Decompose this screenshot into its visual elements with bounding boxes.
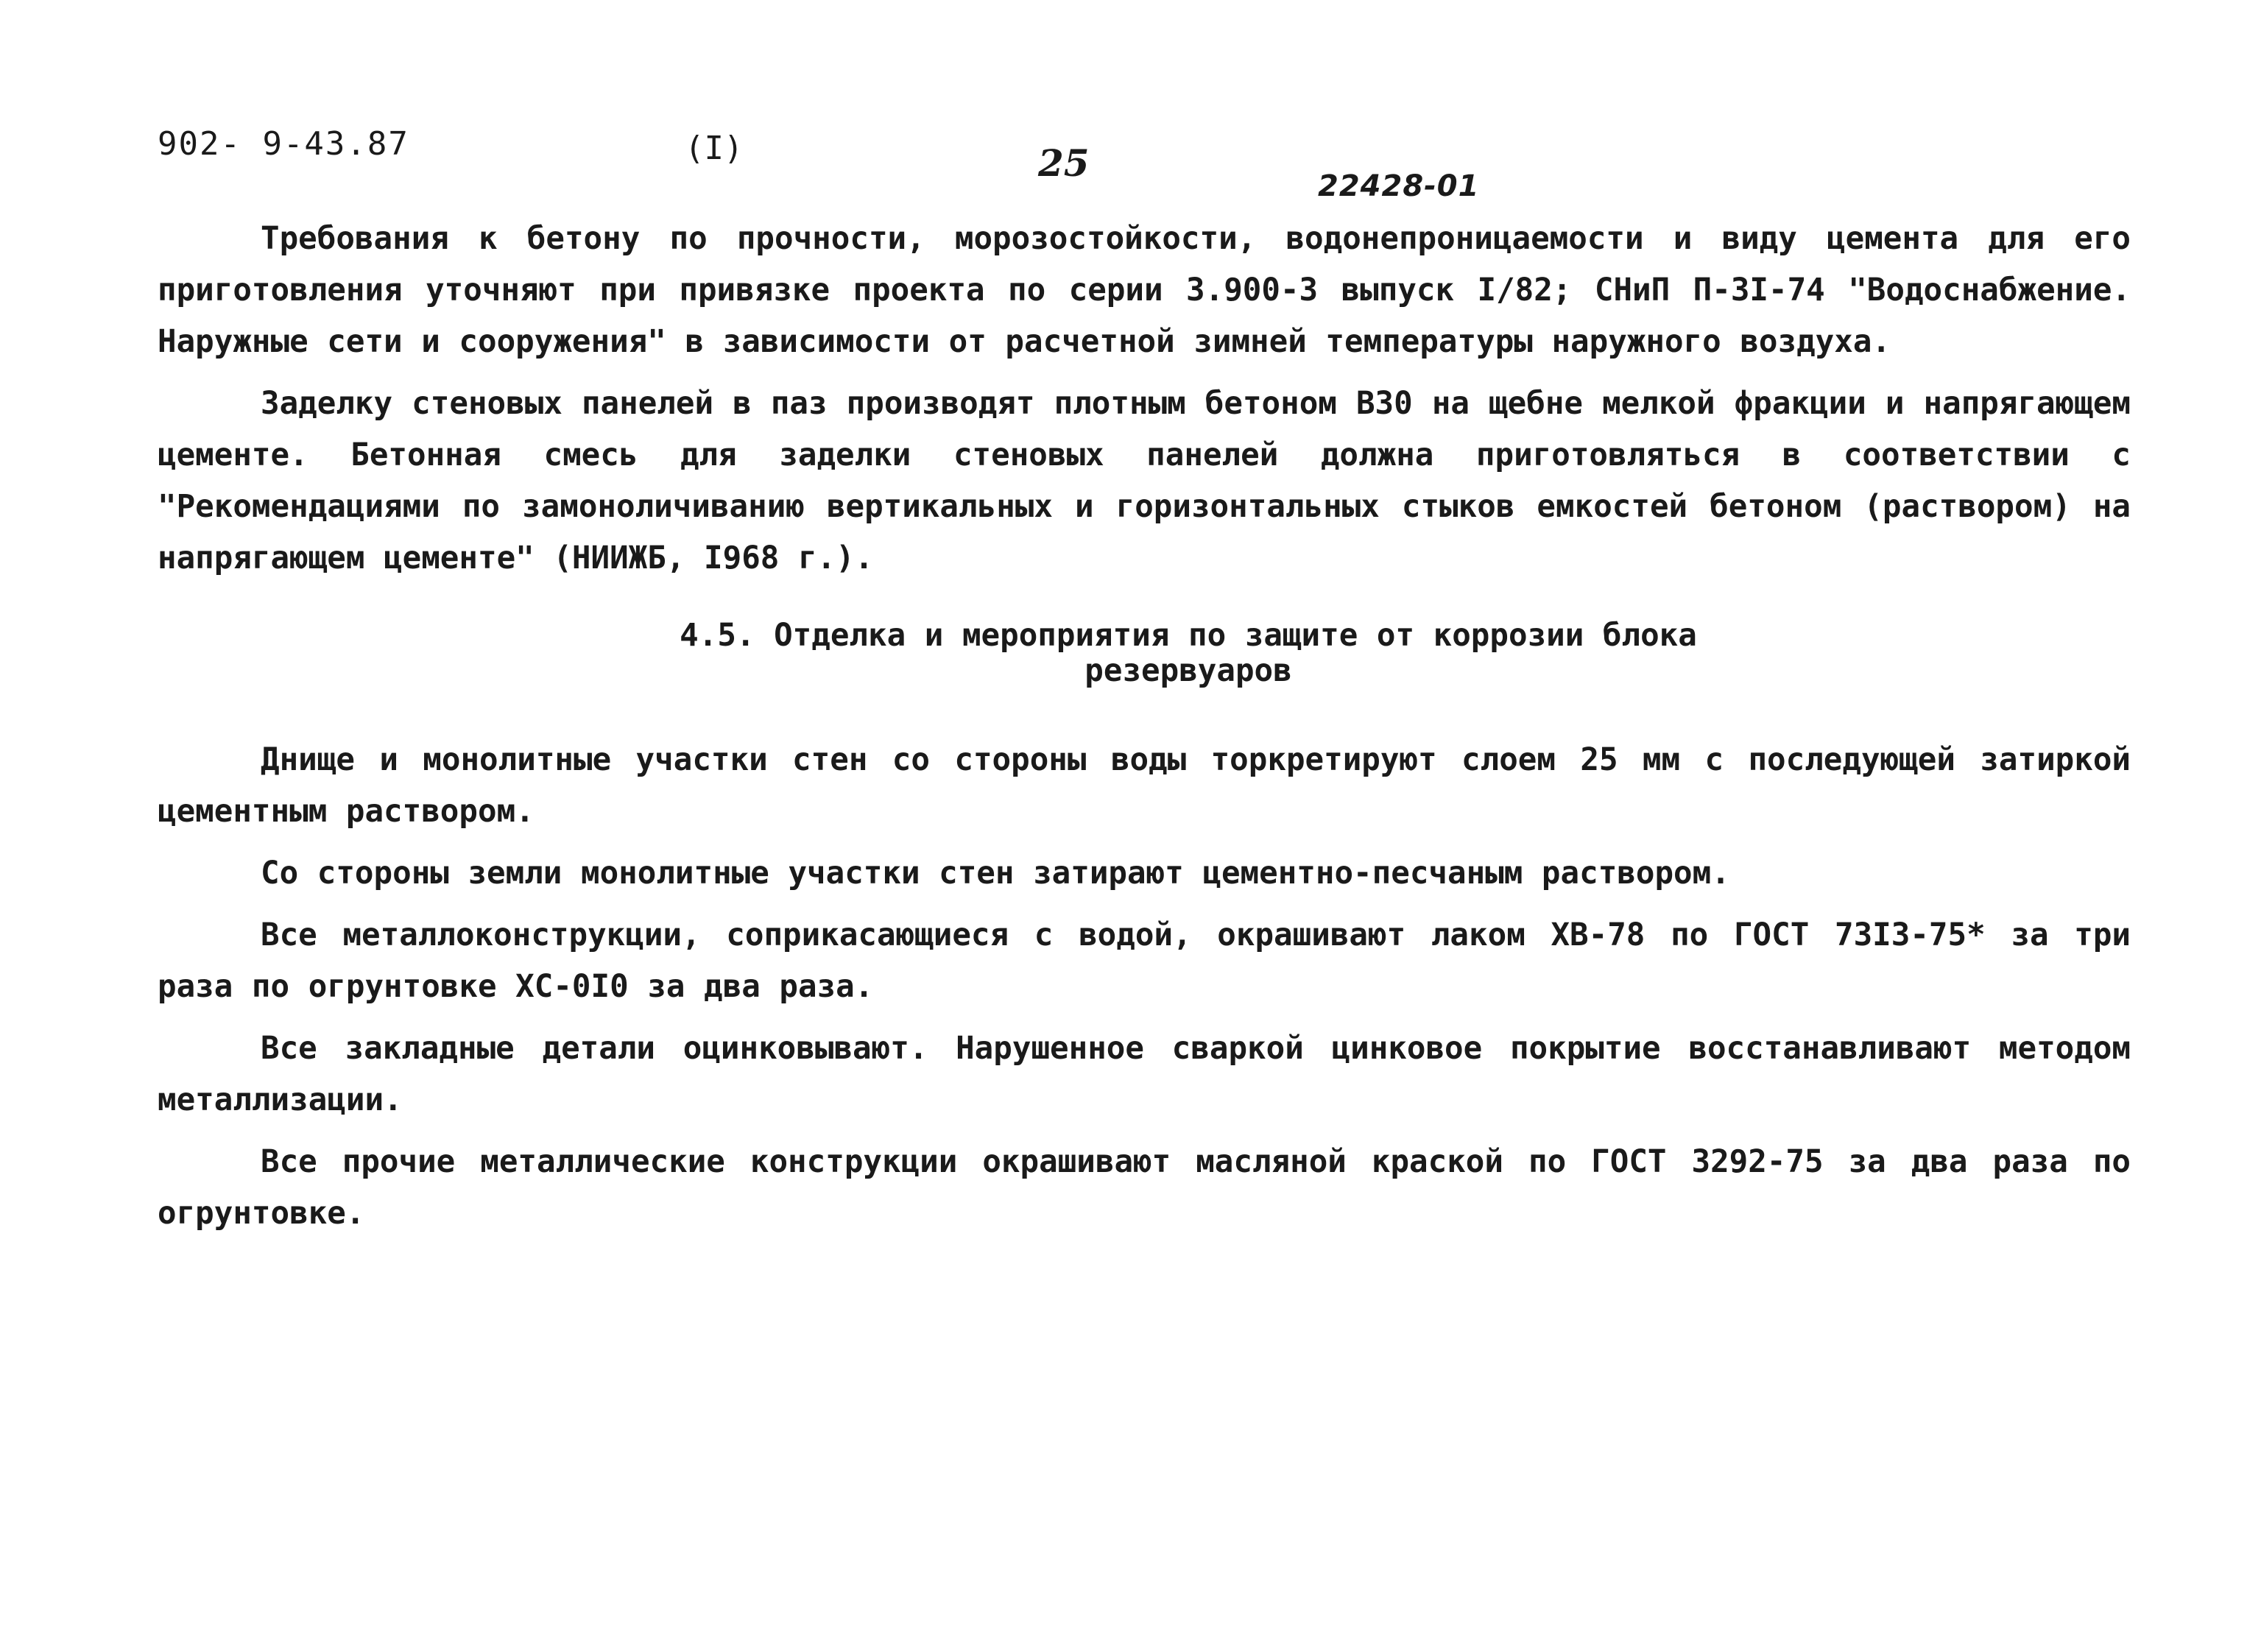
sheet-number: (I)	[685, 130, 744, 167]
document-body	[158, 213, 2131, 1250]
paragraph-bottom-gunite: Днище и монолитные участки стен со стороны воды торкретируют слоем 25 мм с последующей затиркой цементным раствором.	[158, 742, 2131, 830]
paragraph-other-metal: Все прочие металлические конструкции окрашивают масляной краской по ГОСТ 3292-75 за два раза по огрунтовке.	[158, 1144, 2131, 1232]
archive-number: 22428-01	[1318, 169, 1480, 203]
section-heading	[158, 618, 2131, 689]
paragraph-concrete-requirements: Требования к бетону по прочности, морозостойкости, водонепроницаемости и виду цемента для его приготовления уточняют при привязке проекта по серии 3.900-3 выпуск I/82; СНиП П-3I-74 "Водоснабжение. Наружные сети и сооружения" в зависимости от расчетной зимней температуры наружного воздуха.	[158, 221, 2131, 360]
paragraph-metal-in-water: Все металлоконструкции, соприкасающиеся с водой, окрашивают лаком ХВ-78 по ГОСТ 73I3-75* за три раза по огрунтовке ХС-0I0 за два раза.	[158, 917, 2131, 1005]
section-heading-line-2: резервуаров	[1084, 653, 1292, 689]
document-code: 902- 9-43.87	[158, 125, 409, 163]
paragraph-embedded-parts: Все закладные детали оцинковывают. Нарушенное сваркой цинковое покрытие восстанавливают методом металлизации.	[158, 1031, 2131, 1118]
paragraph-panel-embedding: Заделку стеновых панелей в паз производят плотным бетоном В30 на щебне мелкой фракции и напрягающем цементе. Бетонная смесь для заделки стеновых панелей должна приготовляться в соответствии с "Рекомендациями по замоноличиванию вертикальных и горизонтальных стыков емкостей бетоном (раствором) на напрягающем цементе" (НИИЖБ, I968 г.).	[158, 386, 2131, 576]
paragraph-ground-side: Со стороны земли монолитные участки стен затирают цементно-песчаным раствором.	[261, 855, 1730, 892]
section-heading-line-1: 4.5. Отделка и мероприятия по защите от коррозии блока	[680, 618, 1697, 654]
page-number: 25	[1038, 141, 1090, 185]
